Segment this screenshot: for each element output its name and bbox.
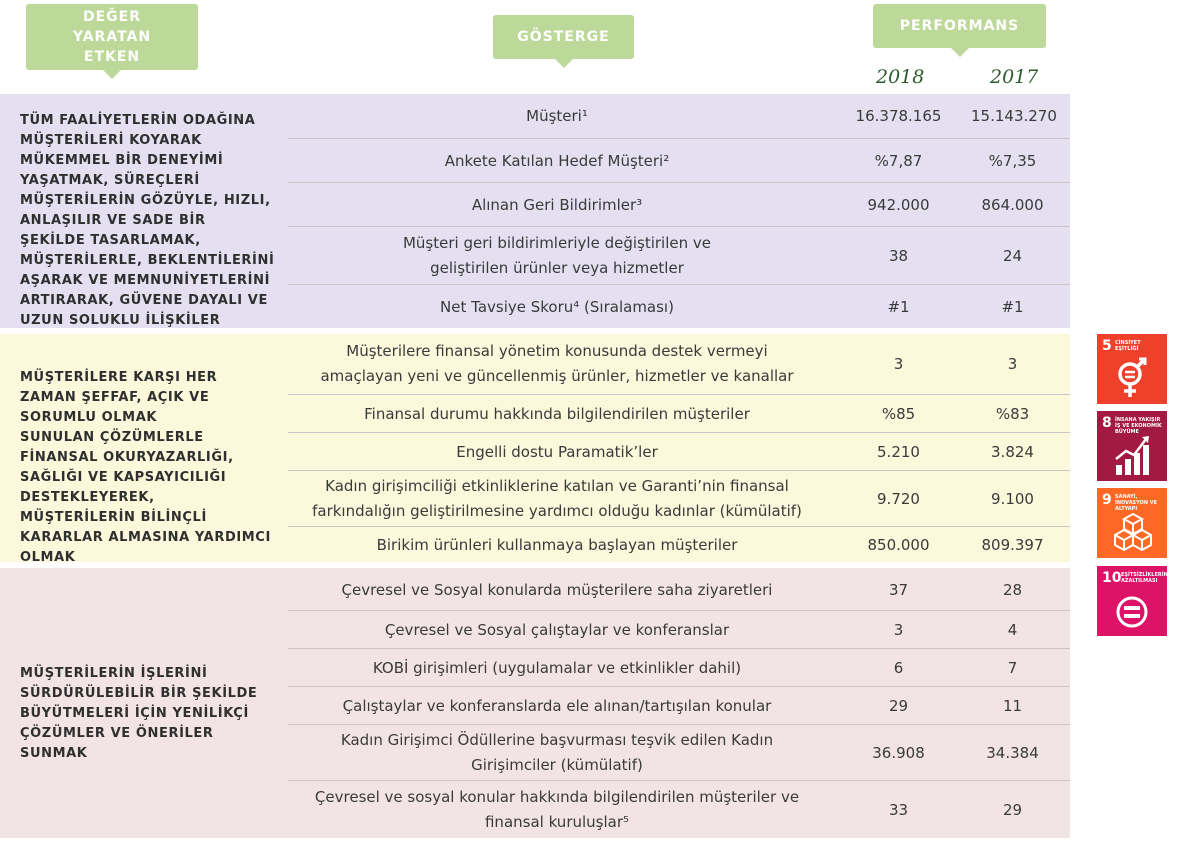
value-2018-cell: 5.210 [877, 442, 920, 461]
table-row [288, 470, 1070, 527]
value-2017-cell: 24 [1002, 246, 1023, 265]
value-2018-cell: 3 [893, 354, 904, 373]
indicator-cell: Engelli dostu Paramatik’ler [456, 442, 658, 461]
indicator-cell: Finansal durumu hakkında bilgilendirilen müşteriler [364, 404, 750, 423]
value-2018-cell: 942.000 [867, 195, 930, 214]
sdg-label: CİNSİYET EŞİTLİĞİ [1115, 340, 1141, 352]
value-2018-cell: 6 [893, 658, 904, 677]
sdg-label: İNSANA YAKIŞIR İŞ VE EKONOMİK BÜYÜME [1115, 417, 1162, 435]
table-row [288, 432, 1070, 471]
section-1-driver: TÜM FAALİYETLERİN ODAĞINA MÜŞTERİLERİ KOYARAK MÜKEMMEL BİR DENEYİMİ YAŞATMAK, SÜREÇLERİ MÜŞTERİLERİN GÖZÜYLE, HIZLI, ANLAŞILIR VE SADE BİR ŞEKİLDE TASARLAMAK, MÜŞTERİLERLE, BEKLENTİLERİNİ AŞARAK VE MEMNUNİYETLERİNİ ARTIRARAK, GÜVENE DAYALI VE UZUN SOLUKLU İLİŞKİLER [20, 113, 275, 328]
sdg-10-badge [1097, 566, 1167, 636]
value-2017-cell: 3 [1007, 354, 1018, 373]
value-2017-cell: #1 [1001, 297, 1024, 316]
value-2017-cell: 7 [1007, 658, 1018, 677]
value-2017-cell: 34.384 [986, 743, 1039, 762]
indicator-cell: Net Tavsiye Skoru⁴ (Sıralaması) [440, 297, 674, 316]
value-2017-cell: %7,35 [988, 151, 1037, 170]
indicator-cell: Birikim ürünleri kullanmaya başlayan müşteriler [376, 535, 738, 554]
value-2018-cell: #1 [887, 297, 910, 316]
value-2017-cell: 4 [1007, 620, 1018, 639]
indicator-cell: Müşteri¹ [526, 106, 588, 125]
indicator-cell: Kadın Girişimci Ödüllerine başvurması teşvik edilen Kadın Girişimciler (kümülatif) [340, 731, 774, 774]
value-2017-cell: 28 [1002, 580, 1023, 599]
table-row [288, 686, 1070, 725]
table-row [288, 780, 1070, 839]
value-2018-cell: 3 [893, 620, 904, 639]
driver-header [26, 4, 198, 70]
table-row [288, 182, 1070, 227]
value-2017-cell: 809.397 [981, 535, 1044, 554]
indicator-cell: Ankete Katılan Hedef Müşteri² [444, 151, 670, 170]
value-2017-cell: 864.000 [981, 195, 1044, 214]
value-2017-cell: 9.100 [991, 489, 1034, 508]
value-2017-cell: 3.824 [991, 442, 1034, 461]
section-3-driver: MÜŞTERİLERİN İŞLERİNİ SÜRDÜRÜLEBİLİR BİR ŞEKİLDE BÜYÜTMELERİ İÇİN YENİLİKÇİ ÇÖZÜMLER VE ÖNERİLER SUNMAK [20, 666, 258, 761]
table-row [288, 648, 1070, 687]
table-row [288, 226, 1070, 285]
sdg-label: EŞİTSİZLİKLERİN AZALTILMASI [1121, 572, 1168, 584]
table-row [288, 724, 1070, 781]
performance-header [873, 4, 1046, 48]
sdg-number: 8 [1102, 415, 1112, 431]
value-2017-cell: 29 [1002, 800, 1023, 819]
section-2-driver-a: MÜŞTERİLERE KARŞI HER ZAMAN ŞEFFAF, AÇIK VE SORUMLU OLMAK [20, 370, 218, 425]
sdg-9-badge [1097, 488, 1167, 558]
section-2-driver-b: SUNULAN ÇÖZÜMLERLE FİNANSAL OKURYAZARLIĞI, SAĞLIĞI VE KAPSAYICILIĞI DESTEKLEYEREK, MÜŞTERİLERİN BİLİNÇLİ KARARLAR ALMASINA YARDIMCI OLMAK [20, 430, 271, 565]
indicator-cell: Kadın girişimciliği etkinliklerine katılan ve Garanti’nin finansal farkındalığın geliştirilmesine yardımcı olduğu kadınlar (kümülatif) [312, 477, 802, 520]
value-2018-cell: 850.000 [867, 535, 930, 554]
table-row [288, 610, 1070, 649]
driver-header-label: DEĞER YARATAN ETKEN [72, 9, 152, 65]
table-row [288, 572, 1070, 608]
indicator-cell: Çevresel ve Sosyal çalıştaylar ve konferanslar [384, 620, 730, 639]
table-row [288, 334, 1070, 394]
table-row [288, 284, 1070, 329]
indicator-cell: Müşterilere finansal yönetim konusunda destek vermeyi amaçlayan yeni ve güncellenmiş ürünler, hizmetler ve kanallar [320, 342, 794, 385]
table-row [288, 394, 1070, 433]
table-row [288, 94, 1070, 138]
value-2018-cell: %7,87 [874, 151, 923, 170]
indicator-cell: Çevresel ve Sosyal konularda müşterilere saha ziyaretleri [341, 580, 773, 599]
indicator-header-label: GÖSTERGE [517, 29, 610, 45]
sdg-number: 9 [1102, 492, 1112, 508]
sdg-number: 10 [1102, 570, 1122, 586]
value-2018-cell: 33 [888, 800, 909, 819]
indicator-cell: Müşteri geri bildirimleriyle değiştirilen ve geliştirilen ürünler veya hizmetler [402, 234, 711, 277]
year-2018-label: 2018 [876, 66, 925, 88]
table-row [288, 138, 1070, 183]
sdg-number: 5 [1102, 338, 1112, 354]
year-2017-label: 2017 [990, 66, 1039, 88]
section-sustainable-growth [0, 568, 1070, 838]
indicator-cell: Alınan Geri Bildirimler³ [471, 195, 643, 214]
value-2018-cell: 16.378.165 [855, 106, 942, 125]
performance-header-label: PERFORMANS [899, 18, 1020, 34]
value-2018-cell: 29 [888, 696, 909, 715]
value-2017-cell: %83 [995, 404, 1030, 423]
value-2017-cell: 11 [1002, 696, 1023, 715]
section-customer-experience [0, 94, 1070, 328]
value-2017-cell: 15.143.270 [971, 106, 1057, 125]
indicator-cell: Çevresel ve sosyal konular hakkında bilgilendirilen müşteriler ve finansal kuruluşlar⁵ [314, 788, 800, 831]
sdg-5-badge [1097, 334, 1167, 404]
indicator-cell: KOBİ girişimleri (uygulamalar ve etkinlikler dahil) [372, 658, 742, 677]
growth-chart-icon [1114, 433, 1150, 477]
indicator-header [493, 15, 634, 59]
sdg-8-badge [1097, 411, 1167, 481]
cubes-icon [1114, 510, 1152, 554]
sdg-label: SANAYİ, İNOVASYON VE ALTYAPI [1115, 494, 1158, 512]
value-2018-cell: 36.908 [872, 743, 925, 762]
equality-icon [1114, 588, 1152, 632]
value-2018-cell: 38 [888, 246, 909, 265]
value-2018-cell: %85 [881, 404, 916, 423]
value-2018-cell: 37 [888, 580, 909, 599]
gender-equality-icon [1114, 356, 1150, 400]
section-financial-literacy [0, 334, 1070, 565]
table-row [288, 526, 1070, 563]
value-2018-cell: 9.720 [877, 489, 920, 508]
indicator-cell: Çalıştaylar ve konferanslarda ele alınan/tartışılan konular [342, 696, 772, 715]
